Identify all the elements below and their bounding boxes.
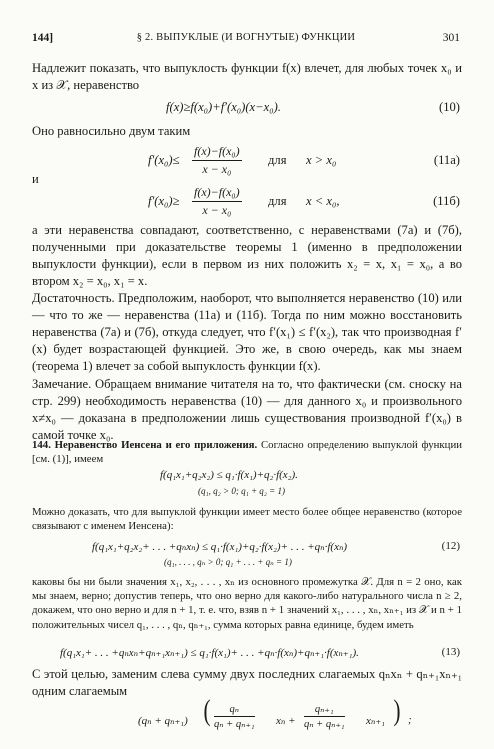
equation-11a-denominator: x − x₀ <box>202 162 232 176</box>
paragraph-induction: каковы бы ни были значения x₁, x₂, . . . , xₙ из основного промежутка 𝒳. Для n = 2 оно, как мы знаем, верно; допустив теперь, что оно верно для какого-либо натурального числа n ≥ 2, докажем, что оно верно и для n + 1, т. е. что, взяв n + 1 значений x₁, . . . , xₙ, xₙ₊₁ из 𝒳 и n + 1 положительных чисел q₁, . . . , qₙ, qₙ₊₁, сумма которых равна единице, будем иметь <box>32 576 462 631</box>
equation-11b-number: (11б) <box>433 194 460 208</box>
right-paren: ) <box>393 694 401 727</box>
equation-11a-number: (11a) <box>433 153 460 167</box>
paragraph-jensen: Можно доказать, что для выпуклой функции имеет место более общее неравенство (которое связывают с именем Иенсена): <box>32 506 462 533</box>
equation-11a-condition: x > x₀ <box>306 153 337 167</box>
conjunction-and: и <box>32 172 39 186</box>
equation-13: f(q₁x₁+ . . . +qₙxₙ+qₙ₊₁xₙ₊₁) ≤ q₁·f(x₁)+ . . . +qₙ·f(xₙ)+qₙ₊₁·f(xₙ₊₁). <box>60 647 359 659</box>
equation-last-x1: xₙ + <box>276 715 296 727</box>
chapter-title: § 2. ВЫПУКЛЫЕ (И ВОГНУТЫЕ) ФУНКЦИИ <box>136 32 356 43</box>
paragraph-remark: Замечание. Обращаем внимание читателя на то, что фактически (см. сноску на стр. 299) необходимость неравенства (10) — для данного x₀ и произвольного x≠x₀ — доказана в предположении лишь существования производной f′(x₀) в самой точке x₀. <box>32 377 462 442</box>
equation-last-fraction-2 <box>304 703 345 730</box>
equation-10: f(x)≥f(x₀)+f′(x₀)(x−x₀). <box>166 100 281 114</box>
equation-11a-numerator: f(x)−f(x₀) <box>192 144 242 161</box>
equation-10-number: (10) <box>439 100 460 114</box>
equation-last-x2: xₙ₊₁ <box>366 715 385 727</box>
running-header <box>32 32 460 48</box>
equation-convex-definition: f(q₁x₁+q₂x₂) ≤ q₁·f(x₁)+q₂·f(x₂). <box>160 469 298 481</box>
equation-11a-for: для <box>268 153 287 167</box>
equation-12-number: (12) <box>441 540 460 552</box>
fraction-1-numerator: qₙ <box>214 703 255 717</box>
equation-12-condition: (q₁, . . . , qₙ > 0; q₁ + . . . + qₙ = 1) <box>164 557 292 567</box>
section-144-intro <box>32 438 462 466</box>
equation-13-number: (13) <box>441 646 460 658</box>
equation-convex-condition: (q₁, q₂ > 0; q₁ + q₂ = 1) <box>198 486 285 496</box>
equation-11b-numerator: f(x)−f(x₀) <box>192 185 242 202</box>
equation-11a-lhs: f′(x₀)≤ <box>148 153 180 167</box>
left-paren: ( <box>203 694 211 727</box>
equation-11b-condition: x < x₀, <box>306 194 340 208</box>
paragraph-sufficiency: Достаточность. Предположим, наоборот, что выполняется неравенство (10) или — что то же — неравенства (11а) и (11б). Тогда по ним можно восстановить неравенства (7а) и (7б), откуда следует, что f′(x₁) ≤ f′(x₂), так что производная f′(x) будет возрастающей функцией. Это же, в свою очередь, как мы знаем (теорема 1) влечет за собой выпуклость функции f(x). <box>32 291 462 373</box>
equation-11b-lhs: f′(x₀)≥ <box>148 194 180 208</box>
section-144-heading: 144. Неравенство Иенсена и его приложения. <box>32 439 258 451</box>
paragraph-replace: С этой целью, заменим слева сумму двух последних слагаемых qₙxₙ + qₙ₊₁xₙ₊₁ одним слагаемым <box>32 667 462 698</box>
page-number: 301 <box>442 32 460 44</box>
fraction-2-denominator: qₙ + qₙ₊₁ <box>304 719 345 730</box>
section-144-text: Согласно определению выпуклой функции [см. (1)], имеем <box>32 439 463 466</box>
equation-11a-fraction <box>192 144 242 177</box>
paragraph-equivalent: Оно равносильно двум таким <box>32 124 191 138</box>
fraction-1-denominator: qₙ + qₙ₊₁ <box>214 719 255 730</box>
paragraph-coincide: а эти неравенства совпадают, соответственно, с неравенствами (7а) и (7б), полученными при доказательстве теоремы 1 (именно в предположении выпуклости функции), если в первом из них положить x₂ = x, x₁ = x₀, а во втором x₂ = x₀, x₁ = x. <box>32 223 462 288</box>
paragraph-intro: Надлежит показать, что выпуклость функции f(x) влечет, для любых точек x₀ и x из 𝒳, неравенство <box>32 61 462 92</box>
equation-last-fraction-1 <box>214 703 255 730</box>
fraction-2-numerator: qₙ₊₁ <box>304 703 345 717</box>
equation-11b-fraction <box>192 185 242 218</box>
equation-12: f(q₁x₁+q₂x₂+ . . . +qₙxₙ) ≤ q₁·f(x₁)+q₂·f(x₂)+ . . . +qₙ·f(xₙ) <box>92 541 348 553</box>
section-number: 144] <box>32 32 54 44</box>
equation-11b-for: для <box>268 194 287 208</box>
equation-11b-denominator: x − x₀ <box>202 203 232 217</box>
equation-last-end: ; <box>408 714 412 726</box>
equation-last-prefix: (qₙ + qₙ₊₁) <box>138 715 188 727</box>
